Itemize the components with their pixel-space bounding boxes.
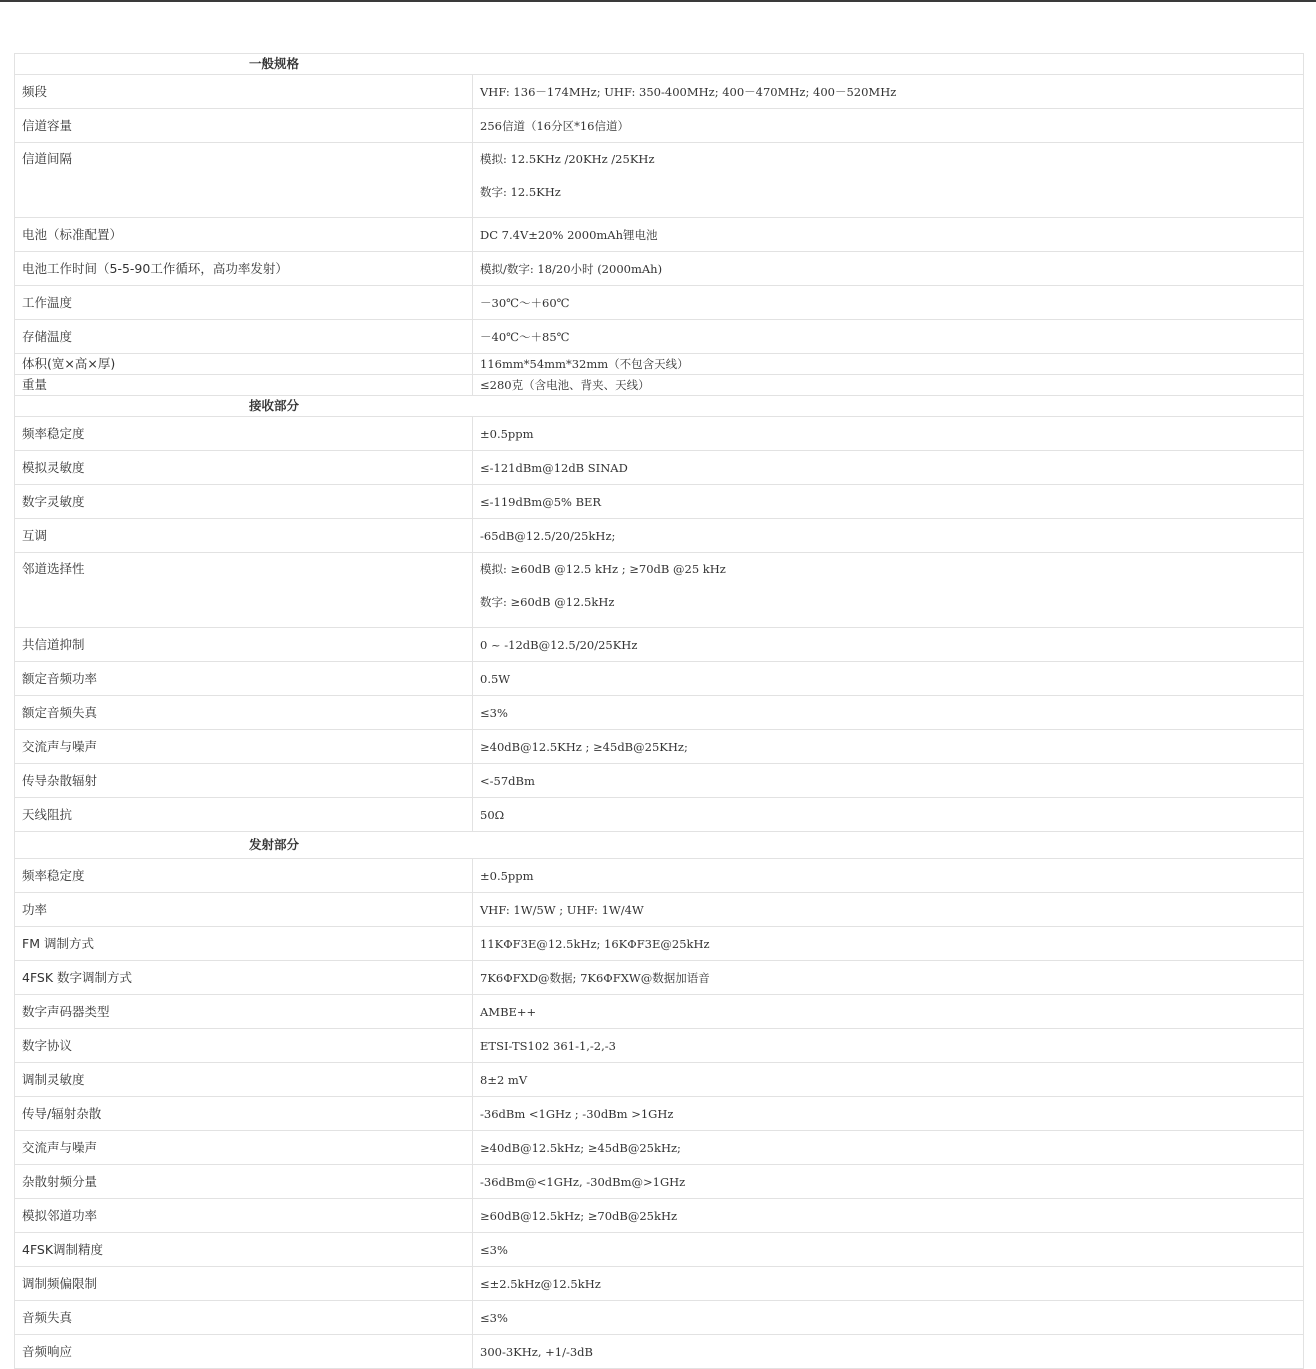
spec-label: 4FSK调制精度 <box>15 1233 473 1267</box>
spec-value: 256信道（16分区*16信道） <box>480 118 629 133</box>
spec-value-cell <box>473 730 1304 764</box>
spec-row <box>15 1335 1304 1369</box>
spec-row <box>15 1199 1304 1233</box>
spec-value: ≤3% <box>480 1310 508 1325</box>
spec-row <box>15 1267 1304 1301</box>
spec-row <box>15 893 1304 927</box>
spec-row <box>15 417 1304 451</box>
spec-label: 额定音频失真 <box>15 696 473 730</box>
spec-value: VHF: 136－174MHz; UHF: 350-400MHz; 400－470MHz; 400－520MHz <box>480 84 897 99</box>
spec-label: 模拟邻道功率 <box>15 1199 473 1233</box>
spec-label: 传导杂散辐射 <box>15 764 473 798</box>
spec-label: 交流声与噪声 <box>15 730 473 764</box>
spec-row <box>15 286 1304 320</box>
spec-value: ≤-119dBm@5% BER <box>480 494 602 509</box>
spec-value: -36dBm <1GHz ; -30dBm >1GHz <box>480 1106 674 1121</box>
section-header-cell <box>15 832 1304 859</box>
spec-row <box>15 995 1304 1029</box>
spec-label: 信道容量 <box>15 109 473 143</box>
section-title: 发射部分 <box>248 837 299 852</box>
spec-row <box>15 798 1304 832</box>
spec-value: 模拟: 12.5KHz /20KHz /25KHz <box>480 152 655 166</box>
spec-row <box>15 1301 1304 1335</box>
spec-row <box>15 1233 1304 1267</box>
spec-value: 数字: ≥60dB @12.5kHz <box>480 595 615 609</box>
spec-row <box>15 1165 1304 1199</box>
spec-value-cell <box>473 1199 1304 1233</box>
spec-label: 电池（标准配置） <box>15 218 473 252</box>
spec-row <box>15 1097 1304 1131</box>
spec-value-cell <box>473 893 1304 927</box>
spec-label: 数字声码器类型 <box>15 995 473 1029</box>
spec-value-cell <box>473 143 1304 218</box>
spec-value: ≥60dB@12.5kHz; ≥70dB@25kHz <box>480 1208 678 1223</box>
section-header <box>15 396 1304 417</box>
spec-row <box>15 859 1304 893</box>
spec-value: 300-3KHz, +1/-3dB <box>480 1344 593 1359</box>
spec-value-cell <box>473 995 1304 1029</box>
spec-label: 数字协议 <box>15 1029 473 1063</box>
section-header-cell <box>15 396 1304 417</box>
spec-value-cell <box>473 798 1304 832</box>
spec-label: 额定音频功率 <box>15 662 473 696</box>
spec-value: ≤280克（含电池、背夹、天线） <box>480 378 650 392</box>
spec-value-cell <box>473 859 1304 893</box>
spec-value: －30℃～＋60℃ <box>480 295 570 310</box>
spec-value: <-57dBm <box>480 773 535 788</box>
spec-value-cell <box>473 1165 1304 1199</box>
spec-label: 模拟灵敏度 <box>15 451 473 485</box>
spec-value-cell <box>473 485 1304 519</box>
spec-value-cell <box>473 1063 1304 1097</box>
spec-value: VHF: 1W/5W ; UHF: 1W/4W <box>480 902 644 917</box>
spec-value-cell <box>473 1335 1304 1369</box>
spec-value: 7K6ΦFXD@数据; 7K6ΦFXW@数据加语音 <box>480 970 710 985</box>
section-header <box>15 54 1304 75</box>
section-title: 接收部分 <box>248 398 299 413</box>
spec-value: ±0.5ppm <box>480 426 534 441</box>
spec-row <box>15 696 1304 730</box>
spec-label: 体积(宽×高×厚) <box>15 354 473 375</box>
spec-row <box>15 662 1304 696</box>
spec-value: -65dB@12.5/20/25kHz; <box>480 528 616 543</box>
spec-label: 传导/辐射杂散 <box>15 1097 473 1131</box>
spec-value: ≥40dB@12.5kHz; ≥45dB@25kHz; <box>480 1140 681 1155</box>
spec-value-cell <box>473 764 1304 798</box>
spec-value-cell <box>473 109 1304 143</box>
spec-row <box>15 519 1304 553</box>
spec-value: ≤3% <box>480 1242 508 1257</box>
spec-label: 数字灵敏度 <box>15 485 473 519</box>
section-header <box>15 832 1304 859</box>
spec-value: DC 7.4V±20% 2000mAh锂电池 <box>480 227 658 242</box>
spec-value-cell <box>473 320 1304 354</box>
top-rule <box>0 0 1316 2</box>
spec-value: －40℃～＋85℃ <box>480 329 570 344</box>
spec-label: FM 调制方式 <box>15 927 473 961</box>
spec-row <box>15 75 1304 109</box>
spec-label: 音频响应 <box>15 1335 473 1369</box>
spec-row <box>15 927 1304 961</box>
spec-label: 邻道选择性 <box>15 553 473 628</box>
spec-table <box>14 53 1304 1369</box>
spec-row <box>15 485 1304 519</box>
section-header-cell <box>15 54 1304 75</box>
spec-value: 50Ω <box>480 807 505 822</box>
spec-label: 重量 <box>15 375 473 396</box>
spec-row <box>15 764 1304 798</box>
spec-row <box>15 354 1304 375</box>
spec-value-cell <box>473 1233 1304 1267</box>
spec-value-cell <box>473 1029 1304 1063</box>
spec-value: -36dBm@<1GHz, -30dBm@>1GHz <box>480 1174 686 1189</box>
spec-row <box>15 375 1304 396</box>
spec-label: 功率 <box>15 893 473 927</box>
spec-value-cell <box>473 662 1304 696</box>
spec-value: AMBE++ <box>480 1004 537 1019</box>
spec-value: ETSI-TS102 361-1,-2,-3 <box>480 1038 616 1053</box>
spec-label: 频率稳定度 <box>15 859 473 893</box>
spec-value-cell <box>473 553 1304 628</box>
spec-value-cell <box>473 286 1304 320</box>
spec-value-cell <box>473 519 1304 553</box>
spec-value-cell <box>473 1131 1304 1165</box>
spec-label: 调制灵敏度 <box>15 1063 473 1097</box>
spec-value: 数字: 12.5KHz <box>480 185 561 199</box>
spec-value: 116mm*54mm*32mm（不包含天线） <box>480 357 689 371</box>
spec-label: 调制频偏限制 <box>15 1267 473 1301</box>
section-title: 一般规格 <box>248 56 299 71</box>
spec-row <box>15 218 1304 252</box>
spec-value: 8±2 mV <box>480 1072 528 1087</box>
spec-row <box>15 109 1304 143</box>
spec-row <box>15 961 1304 995</box>
spec-value-cell <box>473 927 1304 961</box>
spec-label: 交流声与噪声 <box>15 1131 473 1165</box>
spec-table-body <box>15 54 1304 1369</box>
spec-label: 信道间隔 <box>15 143 473 218</box>
spec-value-cell <box>473 375 1304 396</box>
spec-value-cell <box>473 1267 1304 1301</box>
spec-value-cell <box>473 961 1304 995</box>
spec-label: 工作温度 <box>15 286 473 320</box>
spec-row <box>15 320 1304 354</box>
spec-label: 频段 <box>15 75 473 109</box>
spec-row <box>15 1029 1304 1063</box>
spec-row <box>15 1063 1304 1097</box>
spec-row <box>15 730 1304 764</box>
spec-value-cell <box>473 696 1304 730</box>
spec-value-cell <box>473 252 1304 286</box>
spec-label: 电池工作时间（5-5-90工作循环，高功率发射） <box>15 252 473 286</box>
spec-label: 共信道抑制 <box>15 628 473 662</box>
spec-value: 0 ~ -12dB@12.5/20/25KHz <box>480 637 638 652</box>
spec-label: 天线阻抗 <box>15 798 473 832</box>
spec-value: ±0.5ppm <box>480 868 534 883</box>
spec-value-cell <box>473 417 1304 451</box>
spec-value-cell <box>473 75 1304 109</box>
spec-row <box>15 553 1304 628</box>
spec-value: ≤-121dBm@12dB SINAD <box>480 460 628 475</box>
spec-label: 存储温度 <box>15 320 473 354</box>
spec-value: 11KΦF3E@12.5kHz; 16KΦF3E@25kHz <box>480 936 710 951</box>
spec-label: 杂散射频分量 <box>15 1165 473 1199</box>
spec-value-cell <box>473 1301 1304 1335</box>
spec-value: 模拟/数字: 18/20小时 (2000mAh) <box>480 261 663 276</box>
spec-label: 音频失真 <box>15 1301 473 1335</box>
spec-value: 模拟: ≥60dB @12.5 kHz ; ≥70dB @25 kHz <box>480 562 726 576</box>
spec-label: 频率稳定度 <box>15 417 473 451</box>
spec-row <box>15 1131 1304 1165</box>
spec-row <box>15 252 1304 286</box>
spec-value: 0.5W <box>480 671 511 686</box>
spec-value-cell <box>473 451 1304 485</box>
spec-value-cell <box>473 354 1304 375</box>
spec-value: ≤3% <box>480 705 508 720</box>
spec-value-cell <box>473 218 1304 252</box>
spec-row <box>15 628 1304 662</box>
spec-value-cell <box>473 1097 1304 1131</box>
spec-row <box>15 143 1304 218</box>
spec-label: 互调 <box>15 519 473 553</box>
spec-row <box>15 451 1304 485</box>
spec-value-cell <box>473 628 1304 662</box>
spec-value: ≥40dB@12.5KHz ; ≥45dB@25KHz; <box>480 739 688 754</box>
spec-value: ≤±2.5kHz@12.5kHz <box>480 1276 601 1291</box>
spec-label: 4FSK 数字调制方式 <box>15 961 473 995</box>
